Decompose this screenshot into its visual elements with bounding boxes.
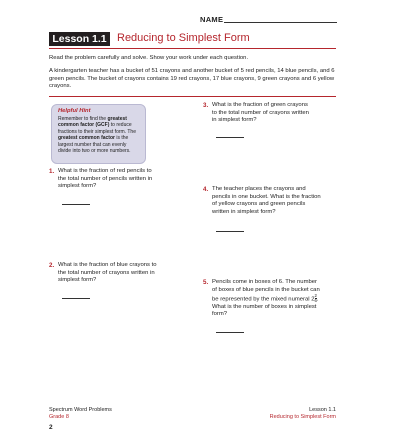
name-line [224, 22, 337, 23]
fraction-denominator: 6 [314, 298, 317, 304]
question-2 [49, 262, 159, 285]
question-1-number: 1. [49, 168, 55, 175]
question-3-text: What is the fraction of green crayons to the total number of crayons written in simplest form? [212, 102, 309, 123]
question-1-text: What is the fraction of red pencils to the total number of pencils written in simplest form? [58, 168, 153, 189]
answer-line-1[interactable] [62, 204, 90, 205]
question-1 [49, 168, 157, 191]
question-4 [203, 186, 321, 216]
question-5 [203, 279, 321, 319]
page-number: 2 [49, 424, 53, 431]
footer-grade: Grade 8 [49, 414, 69, 420]
footer-right [269, 407, 336, 421]
question-3-number: 3. [203, 102, 209, 109]
footer-lesson: Lesson 1.1 [309, 407, 336, 413]
question-2-text: What is the fraction of blue crayons to the total number of crayons written in simplest form? [58, 262, 157, 283]
hint-bold-gcf-2: greatest common factor [58, 135, 115, 142]
divider-middle [49, 96, 336, 97]
answer-line-2[interactable] [62, 298, 90, 299]
helpful-hint-box [51, 104, 146, 164]
question-2-number: 2. [49, 262, 55, 269]
lesson-badge: Lesson 1.1 [49, 32, 110, 46]
footer-lesson-title: Reducing to Simplest Form [269, 414, 336, 420]
question-5-text [212, 279, 321, 319]
question-3 [203, 102, 311, 125]
question-5-text-before: Pencils come in boxes of 6. The number of boxes of blue pencils in the bucket can be represented by the mixed numeral 2 [212, 279, 320, 303]
instructions: Read the problem carefully and solve. Show your work under each question. [49, 55, 249, 61]
hint-part-2: to reduce fractions to their simplest form. The [58, 122, 136, 135]
hint-bold-gcf: greatest common factor (GCF) [58, 116, 127, 129]
lesson-title: Reducing to Simplest Form [117, 32, 250, 44]
question-5-number: 5. [203, 279, 209, 286]
hint-text [58, 116, 139, 154]
hint-part-1: Remember to find the [58, 116, 108, 122]
divider-top [49, 48, 336, 49]
answer-line-5[interactable] [216, 332, 244, 333]
footer-left [49, 407, 112, 421]
hint-title: Helpful Hint [58, 108, 91, 114]
footer-book-title: Spectrum Word Problems [49, 407, 112, 413]
fraction-numerator: 2 [314, 293, 317, 298]
question-5-text-after: . What is the number of boxes in simplest form? [212, 296, 319, 318]
question-4-text: The teacher places the crayons and pencils in one bucket. What is the fraction of yellow crayons and green pencils written in simplest form? [212, 186, 321, 215]
question-4-number: 4. [203, 186, 209, 193]
answer-line-3[interactable] [216, 137, 244, 138]
answer-line-4[interactable] [216, 231, 244, 232]
hint-part-3: is the largest number that can evenly divide into two or more numbers. [58, 135, 131, 155]
name-label: NAME [200, 15, 224, 24]
problem-statement: A kindergarten teacher has a bucket of 51 crayons and another bucket of 5 red pencils, 14 blue pencils, and 6 green pencils. The bucket of crayons contains 19 red crayons, 17 blue crayons, 9 green crayons and 6 yellow crayons. [49, 68, 335, 90]
